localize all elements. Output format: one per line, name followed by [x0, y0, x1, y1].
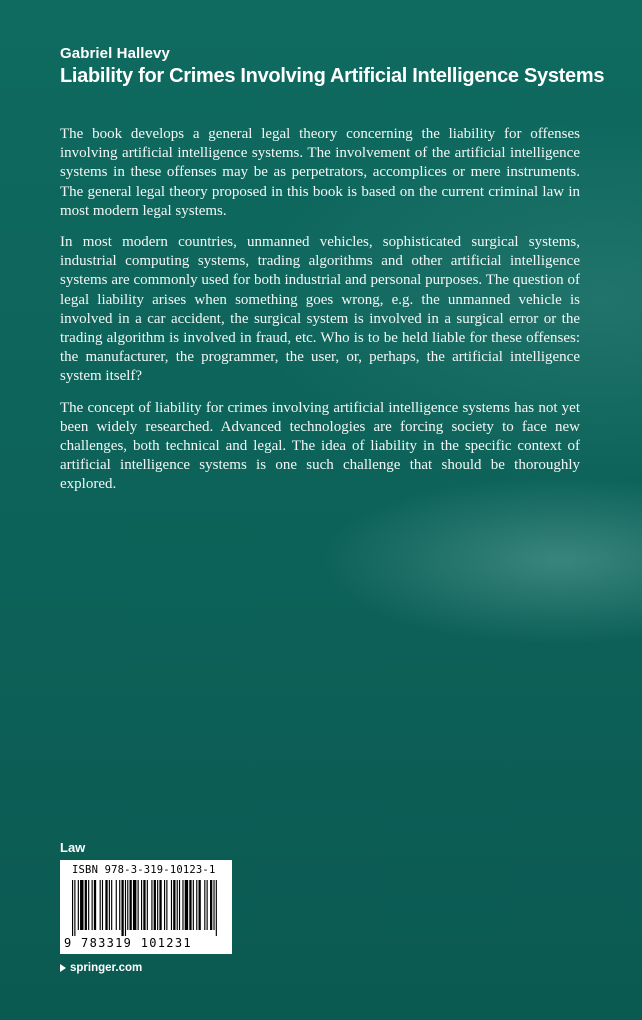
barcode-bar [109, 880, 110, 930]
barcode-bar [207, 880, 208, 930]
barcode-bar [94, 880, 96, 930]
barcode-box [60, 860, 232, 954]
barcode-bar [125, 880, 126, 936]
barcode-bar [157, 880, 158, 930]
barcode-bar [133, 880, 136, 930]
barcode [72, 880, 222, 936]
barcode-bar [179, 880, 180, 930]
barcode-bar [182, 880, 183, 930]
barcode-bar [80, 880, 83, 930]
barcode-bar [147, 880, 148, 930]
barcode-bar [173, 880, 175, 930]
triangle-arrow-icon [60, 964, 66, 972]
barcode-bar [159, 880, 161, 930]
barcode-bar [151, 880, 152, 930]
description-paragraph: The concept of liability for crimes involving artificial intelligence systems has not yet been widely researched. Advanced technologies are forcing society to face new challenges, both technical and legal. The idea of liability in the specific context of artificial intelligence systems is one such challenge that should be thoroughly explored. [60, 399, 580, 493]
barcode-bar [210, 880, 212, 930]
description [60, 125, 580, 507]
barcode-bar [199, 880, 201, 930]
barcode-bar [196, 880, 197, 930]
book-title: Liability for Crimes Involving Artificial Intelligence Systems [60, 65, 605, 87]
barcode-bar [88, 880, 89, 930]
barcode-bar [143, 880, 145, 930]
barcode-bar [121, 880, 123, 936]
barcode-bar [74, 880, 75, 936]
barcode-bar [85, 880, 87, 930]
barcode-bar [204, 880, 205, 930]
barcode-bar [102, 880, 103, 930]
barcode-bar [193, 880, 194, 930]
barcode-bar [116, 880, 117, 930]
barcode-bar [111, 880, 112, 930]
website-link[interactable]: springer.com [70, 962, 143, 974]
barcode-bar [138, 880, 139, 930]
isbn-label: ISBN 978-3-319-10123-1 [72, 864, 216, 876]
author-name: Gabriel Hallevy [60, 45, 170, 62]
barcode-bar [171, 880, 172, 930]
barcode-bar [216, 880, 217, 936]
barcode-bar [127, 880, 128, 930]
barcode-bar [154, 880, 156, 930]
barcode-bar [105, 880, 107, 930]
barcode-bar [92, 880, 93, 930]
description-paragraph: In most modern countries, unmanned vehicles, sophisticated surgical systems, industrial computing systems, trading algorithms and other artificial intelligence systems are commonly used for both industrial and personal purposes. The question of legal liability arises when something goes wrong, e.g. the unmanned vehicle is involved in a car accident, the surgical system is involved in a surgical error or the trading algorithm is involved in fraud, etc. Who is to be held liable for these offenses: the manufacturer, the programmer, the user, or, perhaps, the artificial intelligence system itself? [60, 234, 580, 385]
subject-label: Law [60, 840, 86, 855]
barcode-bar [78, 880, 79, 930]
barcode-bar [213, 880, 214, 930]
description-paragraph: The book develops a general legal theory concerning the liability for offenses involving artificial intelligence systems. The involvement of the artificial intelligence systems in these offenses may be as perpetrators, accomplices or mere instruments. The general legal theory proposed in this book is based on the current criminal law in most modern legal systems. [60, 126, 580, 219]
barcode-bar [164, 880, 165, 930]
barcode-bar [141, 880, 142, 930]
barcode-bar [119, 880, 120, 930]
barcode-digits: 9 783319 101231 [64, 936, 192, 950]
barcode-bar [166, 880, 167, 930]
barcode-bar [72, 880, 73, 936]
barcode-bar [185, 880, 188, 930]
barcode-bar [189, 880, 191, 930]
publisher-website[interactable] [60, 962, 142, 974]
barcode-bar [130, 880, 132, 930]
barcode-bar [100, 880, 101, 930]
barcode-bar [177, 880, 178, 930]
